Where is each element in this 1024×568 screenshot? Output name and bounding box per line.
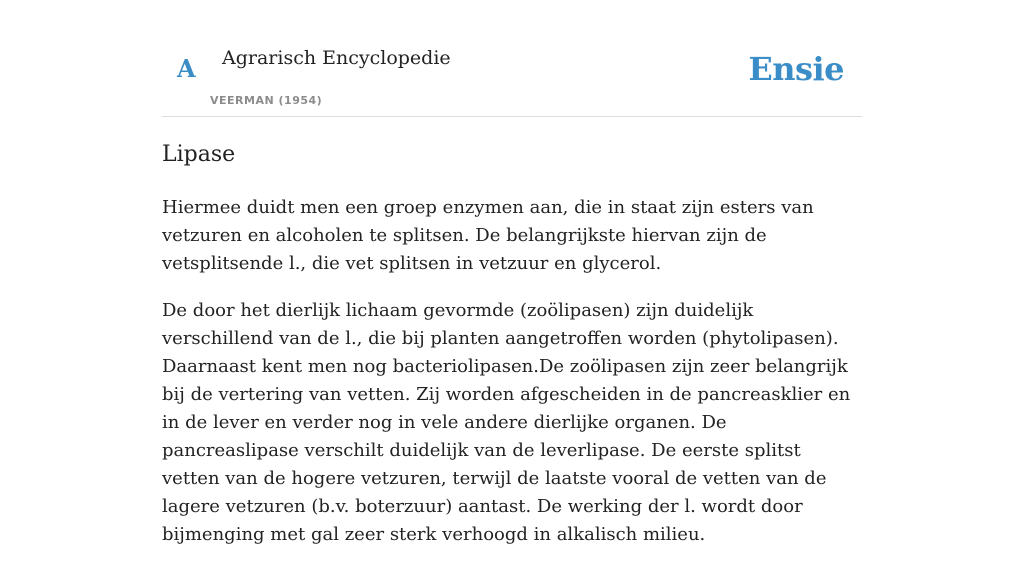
encyclopedia-logo[interactable]: A xyxy=(177,54,196,83)
article-title: Lipase xyxy=(162,142,236,167)
encyclopedia-subtitle: VEERMAN (1954) xyxy=(210,94,323,107)
brand-logo[interactable]: Ensie xyxy=(748,50,844,88)
article-paragraph: Hiermee duidt men een groep enzymen aan, die in staat zijn esters van vetzuren en alcoholen te splitsen. De belangrijkste hiervan zijn de vetsplitsende l., die vet splitsen in vetzuur en glycerol. xyxy=(162,197,814,274)
article xyxy=(162,138,862,568)
article-paragraph: De door het dierlijk lichaam gevormde (zoölipasen) zijn duidelijk verschillend van de l., die bij planten aangetroffen worden (phytolipasen). Daarnaast kent men nog bacteriolipasen.De zoölipasen zijn zeer belangrijk bij de vertering van vetten. Zij worden afgescheiden in de pancreasklier en in de lever en verder nog in vele andere dierlijke organen. De pancreaslipase verschilt duidelijk van de leverlipase. De eerste splitst vetten van de hogere vetzuren, terwijl de laatste vooral de vetten van de lagere vetzuren (b.v. boterzuur) aantast. De werking der l. wordt door bijmenging met gal zeer sterk verhoogd in alkalisch milieu. xyxy=(162,300,851,545)
encyclopedia-title[interactable]: Agrarisch Encyclopedie xyxy=(222,47,451,69)
page-header xyxy=(162,0,862,117)
